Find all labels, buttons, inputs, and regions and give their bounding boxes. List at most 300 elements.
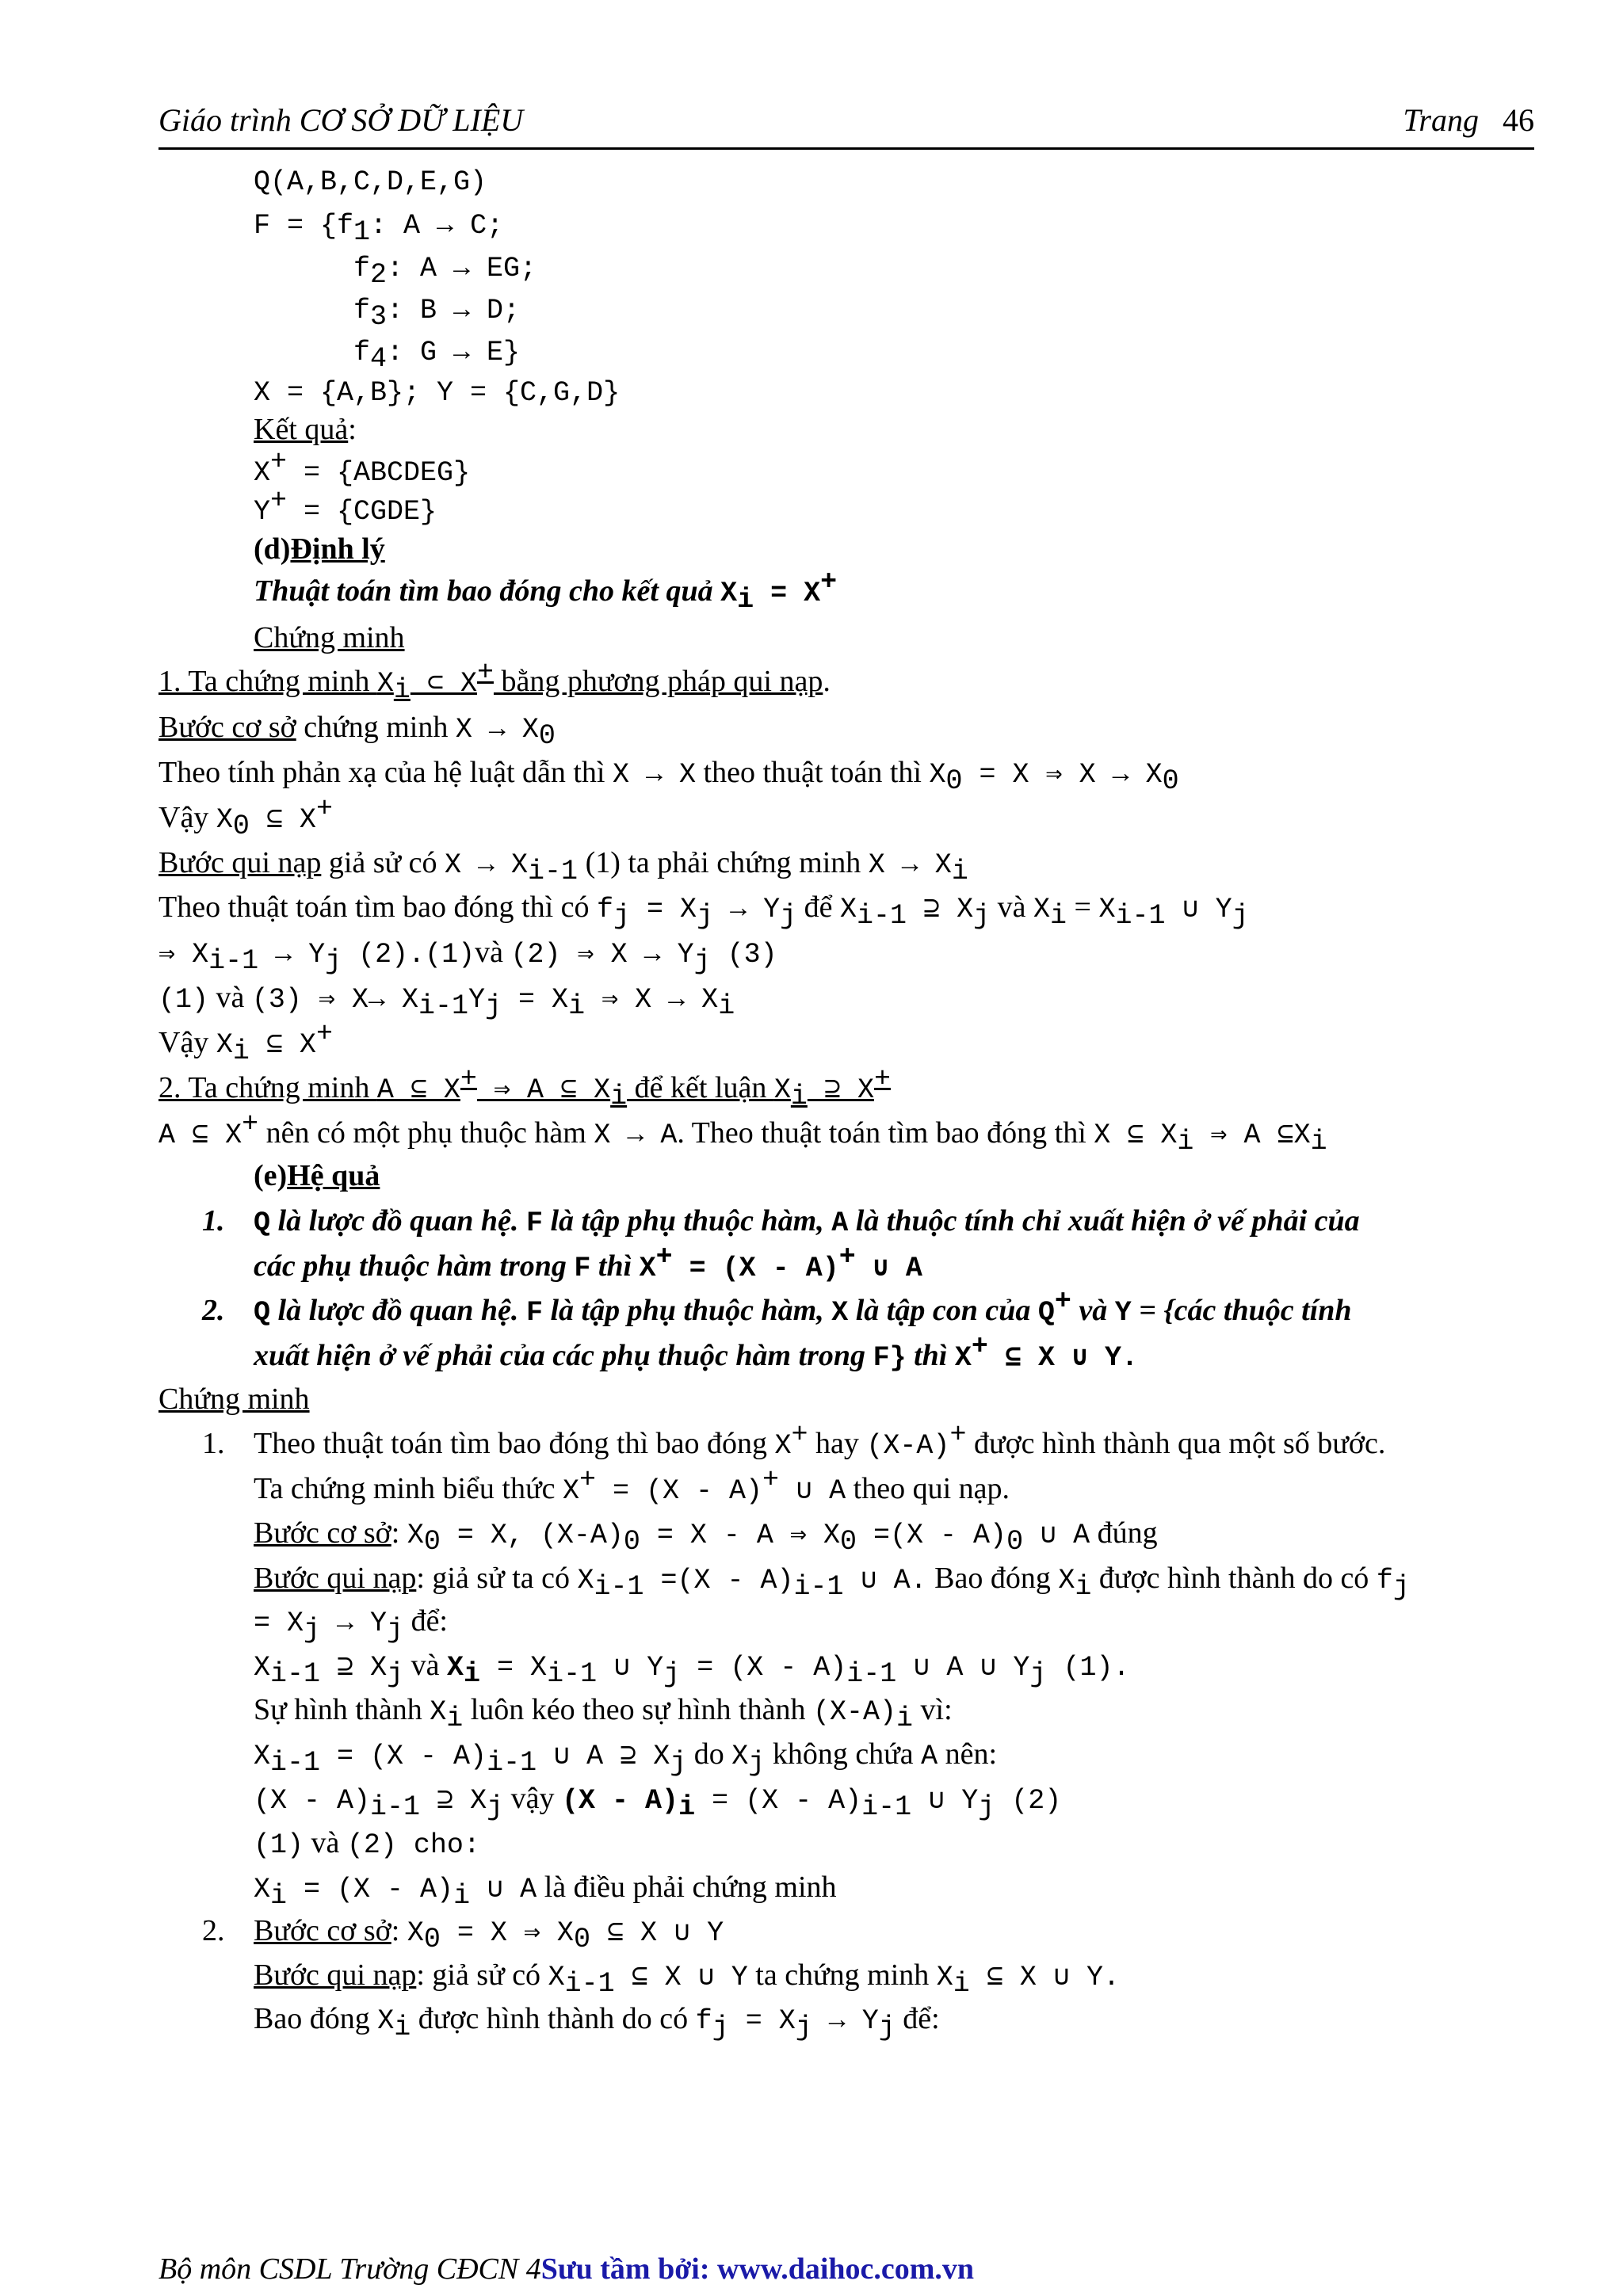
text-segment: Chứng minh	[254, 621, 405, 654]
text-segment: → Y	[320, 1608, 388, 1639]
text-segment: 0	[945, 765, 963, 797]
text-segment: i	[1177, 1126, 1194, 1158]
text-segment: X	[774, 1430, 792, 1462]
page-indicator	[1403, 101, 1534, 139]
text-segment: X	[430, 1696, 447, 1728]
text-segment: i	[610, 1081, 628, 1112]
text-segment: 0	[840, 1526, 857, 1558]
text-segment: Ta chứng minh biểu thức	[254, 1472, 563, 1505]
text-segment: X	[254, 1874, 271, 1905]
text-segment: và	[304, 1826, 347, 1859]
text-segment: ⊇ X	[420, 1785, 487, 1817]
text-segment: ∪ Y	[597, 1652, 664, 1684]
text-line	[202, 1425, 225, 1463]
text-segment: 0	[423, 1526, 441, 1558]
text-segment: X	[831, 1297, 849, 1329]
text-line	[254, 1735, 998, 1779]
text-segment: i	[953, 1968, 970, 2000]
text-segment: là lược đồ quan hệ.	[270, 1204, 526, 1238]
text-segment: f	[353, 295, 371, 326]
text-segment: j	[487, 1791, 504, 1823]
text-segment: 4	[370, 343, 388, 375]
text-segment: (1)	[254, 1829, 304, 1861]
text-segment: = {CGDE}	[287, 496, 437, 528]
text-segment: i-1	[528, 856, 579, 887]
text-line	[254, 1419, 1386, 1465]
text-segment: =	[1067, 891, 1099, 924]
text-line	[158, 753, 1179, 797]
text-segment: +	[873, 1063, 891, 1095]
text-segment: Q	[1037, 1297, 1055, 1329]
text-segment: A	[831, 1207, 849, 1239]
footer-department: Bộ môn CSDL Trường CĐCN 4	[158, 2252, 541, 2286]
text-segment: X ⊆ X	[1094, 1119, 1178, 1151]
text-segment: X	[773, 1074, 791, 1106]
text-segment: j	[712, 2012, 729, 2043]
text-segment: = {ABCDEG}	[287, 457, 471, 489]
text-segment: là tập phụ thuộc hàm,	[542, 1294, 832, 1327]
text-segment: X	[731, 1741, 749, 1772]
text-segment: +	[579, 1464, 596, 1496]
text-segment: = (X - A)	[320, 1741, 487, 1772]
text-segment: +	[820, 566, 838, 598]
text-segment: i	[394, 2012, 411, 2043]
text-segment: = X, (X-A)	[440, 1520, 624, 1551]
text-segment: i-1	[418, 990, 469, 1022]
text-segment: X → A	[594, 1119, 678, 1151]
text-segment: Thuật toán tìm bao đóng cho kết quả	[254, 574, 721, 608]
text-segment: j	[387, 1658, 404, 1690]
text-segment: ⊆ X ∪ Y	[614, 1962, 748, 1993]
text-segment: thì	[906, 1339, 955, 1372]
text-segment: f	[1376, 1565, 1393, 1596]
text-segment: (1)	[158, 984, 209, 1016]
text-segment: X	[720, 578, 738, 609]
text-segment: nên có một phụ thuộc hàm	[258, 1116, 594, 1150]
text-segment: i-1	[1115, 900, 1166, 932]
text-segment: +	[1054, 1286, 1071, 1318]
text-segment: = X ⇒ X → X	[962, 759, 1163, 791]
text-segment: j	[978, 1791, 995, 1823]
text-segment: do	[686, 1737, 732, 1771]
text-segment: Q	[254, 1297, 271, 1329]
text-segment: 0	[623, 1526, 640, 1558]
text-segment: Vậy	[158, 1026, 216, 1059]
text-segment: +	[315, 1018, 333, 1050]
text-segment: X	[216, 804, 233, 836]
text-line	[158, 844, 968, 887]
text-segment: (e)	[254, 1159, 288, 1192]
text-line	[158, 1380, 310, 1418]
text-segment: X	[1033, 894, 1051, 925]
text-line	[158, 657, 831, 706]
text-segment: (2)	[995, 1785, 1062, 1817]
page-footer	[158, 2252, 974, 2286]
text-segment: X	[577, 1565, 594, 1596]
text-segment: i-1	[547, 1658, 598, 1690]
text-segment: (X-A)	[866, 1430, 950, 1462]
text-segment: Theo thuật toán tìm bao đóng thì có	[158, 891, 598, 924]
text-segment: i-1	[564, 1968, 615, 2000]
text-segment: j	[1029, 1658, 1047, 1690]
text-segment: bằng phương pháp qui nạp	[493, 665, 823, 698]
document-title: Giáo trình CƠ SỞ DỮ LIỆU	[158, 102, 524, 138]
text-line	[254, 1559, 1410, 1603]
text-segment: xuất hiện ở vế phải của các phụ thuộc hàm trong	[254, 1339, 873, 1372]
text-segment: (1).	[1046, 1652, 1130, 1684]
text-segment: = X - A ⇒ X	[640, 1520, 841, 1551]
text-segment: và	[1071, 1294, 1115, 1327]
text-segment: thì	[590, 1249, 640, 1283]
text-segment: X	[447, 1652, 464, 1684]
text-segment: i	[896, 1703, 914, 1734]
text-segment: i	[790, 1081, 808, 1112]
text-line	[202, 1291, 225, 1329]
text-segment: : giả sử ta có	[416, 1562, 578, 1595]
text-segment: = X	[630, 894, 697, 925]
text-segment: +	[791, 1419, 808, 1451]
text-segment: i-1	[793, 1571, 844, 1603]
text-line	[353, 247, 537, 291]
text-line	[158, 933, 777, 977]
text-segment: ∪ A ⊇ X	[537, 1741, 670, 1772]
text-segment: Vậy	[158, 801, 216, 834]
text-segment: X → X	[613, 759, 697, 791]
text-segment: ⊆ X ∪ Y.	[969, 1962, 1120, 1993]
text-line	[158, 1108, 1327, 1158]
text-segment: +	[315, 793, 333, 825]
text-segment: Bước qui nạp	[254, 1562, 417, 1595]
text-segment: 1.	[202, 1427, 225, 1460]
text-segment: 2.	[202, 1914, 225, 1947]
text-segment: (X-A)	[812, 1696, 896, 1728]
text-segment: X	[254, 457, 271, 489]
text-segment: giả sử có	[321, 846, 445, 879]
text-segment: Chứng minh	[158, 1383, 310, 1416]
text-segment: Bước qui nạp	[254, 1958, 417, 1992]
text-line	[353, 289, 521, 333]
text-segment: i-1	[370, 1791, 421, 1823]
text-line	[353, 331, 521, 375]
text-segment: Hệ quả	[287, 1159, 380, 1192]
text-segment: 2.	[202, 1294, 225, 1327]
text-line	[158, 1018, 333, 1067]
text-segment: j	[325, 945, 342, 977]
footer-source: Sưu tầm bởi: www.daihoc.com.vn	[540, 2252, 975, 2286]
text-segment: i	[1310, 1126, 1327, 1158]
text-line	[202, 1202, 225, 1240]
text-segment: để:	[403, 1604, 448, 1638]
text-line	[254, 1202, 1360, 1242]
text-line	[158, 888, 1249, 932]
text-line	[254, 1824, 480, 1864]
text-segment: X = {A,B}; Y = {C,G,D}	[254, 377, 621, 409]
text-segment: = (X - A)	[695, 1785, 862, 1817]
text-segment: được hình thành do có	[1091, 1562, 1377, 1595]
text-line	[254, 1868, 837, 1912]
text-segment: ∪ A.	[843, 1565, 927, 1596]
text-segment: (1) ta phải chứng minh	[578, 846, 869, 879]
text-segment: chứng minh	[296, 711, 456, 744]
text-segment: Bao đóng	[254, 2002, 378, 2035]
text-segment: = {các thuộc tính	[1131, 1294, 1352, 1327]
text-line	[158, 1063, 891, 1112]
text-segment: :	[391, 1914, 407, 1947]
text-segment: = X	[728, 2005, 796, 2037]
text-segment: ∪ A	[779, 1475, 846, 1507]
text-segment: (3)	[710, 939, 777, 971]
text-segment: : B → D;	[387, 295, 521, 326]
text-segment: (X - A)	[254, 1785, 371, 1817]
text-segment: không chứa	[765, 1737, 922, 1771]
text-segment: Sự hình thành	[254, 1693, 430, 1726]
text-segment: Q(A,B,C,D,E,G)	[254, 166, 487, 198]
text-segment: vậy	[503, 1782, 563, 1815]
text-segment: hay	[808, 1427, 867, 1460]
text-segment: 1. Ta chứng minh	[158, 665, 377, 698]
text-segment: :	[348, 413, 357, 446]
text-segment: j	[1232, 900, 1249, 932]
text-segment: f	[597, 894, 614, 925]
text-segment: (2).(1)	[342, 939, 475, 971]
text-line	[254, 1514, 1158, 1558]
text-segment: → Y	[812, 2005, 879, 2037]
text-segment: +	[476, 657, 494, 688]
text-segment: i	[951, 856, 968, 887]
text-segment: là tập phụ thuộc hàm,	[542, 1204, 832, 1238]
text-segment: X	[1098, 894, 1116, 925]
text-segment: +	[838, 1241, 856, 1273]
text-line	[158, 708, 556, 752]
text-segment: X → X	[445, 849, 529, 881]
text-segment: j	[795, 2012, 812, 2043]
text-segment: : giả sử có	[416, 1958, 548, 1992]
text-segment: Bao đóng	[926, 1562, 1059, 1595]
text-segment: F	[525, 1207, 543, 1239]
text-segment: X → X	[455, 714, 539, 746]
text-line	[254, 372, 620, 412]
text-segment: ⊆ X ∪ Y.	[987, 1342, 1139, 1374]
text-segment: F	[574, 1253, 591, 1284]
text-segment: X	[839, 894, 857, 925]
text-segment: =(X - A)	[857, 1520, 1007, 1551]
text-line	[254, 161, 487, 201]
text-segment: và	[990, 891, 1033, 924]
text-segment: (3) ⇒ X→ X	[251, 984, 418, 1016]
text-line	[202, 1912, 225, 1950]
text-line	[254, 619, 405, 657]
text-segment: j	[973, 900, 991, 932]
text-segment: là điều phải chứng minh	[537, 1871, 837, 1904]
text-segment: +	[971, 1331, 988, 1363]
text-segment: A ⊆ X	[376, 1074, 460, 1106]
text-segment: X	[254, 1741, 271, 1772]
text-segment: ⇒ X → X	[585, 984, 719, 1016]
text-segment: +	[242, 1108, 259, 1140]
text-segment: = (X - A)	[672, 1253, 839, 1284]
text-segment: Theo thuật toán tìm bao đóng thì bao đóng	[254, 1427, 775, 1460]
text-segment: Y	[254, 496, 271, 528]
text-segment: A ⊆ X	[158, 1119, 242, 1151]
text-segment: =(X - A)	[643, 1565, 794, 1596]
text-segment: Bước cơ sở	[158, 711, 296, 744]
text-segment: = X	[502, 984, 569, 1016]
text-segment: i-1	[208, 945, 259, 977]
text-segment: .	[823, 665, 831, 698]
text-segment: i	[446, 1703, 464, 1734]
text-segment: j	[485, 990, 502, 1022]
text-segment: theo qui nạp.	[846, 1472, 1010, 1505]
text-segment: f	[695, 2005, 712, 2037]
text-segment: +	[655, 1241, 673, 1273]
text-segment: nên:	[938, 1737, 998, 1771]
text-segment: ⊂ X	[410, 668, 477, 700]
text-segment: i	[453, 1880, 471, 1912]
text-line	[254, 410, 357, 448]
text-segment: i	[568, 990, 586, 1022]
text-segment: X	[562, 1475, 579, 1507]
text-segment: đúng	[1090, 1516, 1158, 1550]
text-segment: X	[407, 1520, 424, 1551]
text-line	[254, 2000, 940, 2043]
text-segment: f	[353, 253, 371, 284]
text-segment: X	[1058, 1565, 1075, 1596]
text-segment: là tập con của	[848, 1294, 1038, 1327]
text-segment: X	[548, 1962, 565, 1993]
text-segment: j	[1392, 1571, 1410, 1603]
text-line	[254, 1691, 953, 1734]
text-segment: ∪ A ∪ Y	[896, 1652, 1030, 1684]
text-segment: j	[780, 900, 797, 932]
text-segment: 2	[370, 259, 388, 291]
text-segment: j	[663, 1658, 681, 1690]
page-number: 46	[1503, 102, 1534, 138]
text-segment: theo thuật toán thì	[696, 756, 930, 789]
page-label: Trang	[1403, 102, 1479, 138]
text-segment: ⇒ A ⊆X	[1193, 1119, 1311, 1151]
text-segment: Bước qui nạp	[158, 846, 322, 879]
text-segment: i-1	[270, 1658, 321, 1690]
text-segment: X	[407, 1917, 424, 1949]
text-segment: vì:	[913, 1693, 953, 1726]
text-segment: i	[270, 1880, 288, 1912]
text-segment: = X	[754, 578, 821, 609]
text-segment: 2. Ta chứng minh	[158, 1071, 377, 1104]
text-segment: (2) ⇒ X → Y	[510, 939, 694, 971]
text-segment: ∪ A	[1023, 1520, 1090, 1551]
text-segment: X	[376, 668, 394, 700]
text-segment: j	[304, 1614, 321, 1646]
text-segment: để	[796, 891, 840, 924]
text-segment: ⇒ X	[158, 939, 209, 971]
text-line	[254, 1157, 380, 1195]
text-segment: Định lý	[290, 532, 385, 566]
text-segment: F = {f	[254, 210, 354, 242]
text-segment: ∪ Y	[911, 1785, 979, 1817]
text-segment: 0	[1006, 1526, 1024, 1558]
text-segment: được hình thành qua một số bước.	[966, 1427, 1386, 1460]
text-segment: +	[949, 1419, 967, 1451]
text-segment: để:	[895, 2002, 940, 2035]
text-line	[158, 978, 735, 1022]
text-segment: i	[718, 990, 735, 1022]
text-segment: : A → C;	[370, 210, 504, 242]
text-segment: được hình thành do có	[411, 2002, 696, 2035]
text-line	[254, 1286, 1352, 1332]
text-segment: : A → EG;	[387, 253, 537, 284]
text-segment: ⇒ A ⊆ X	[476, 1074, 611, 1106]
text-segment: . Theo thuật toán tìm bao đóng thì	[677, 1116, 1094, 1150]
text-segment: = (X - A)	[680, 1652, 847, 1684]
text-segment: i	[393, 674, 411, 706]
text-segment: là lược đồ quan hệ.	[270, 1294, 526, 1327]
text-segment: = X ⇒ X	[440, 1917, 574, 1949]
text-segment: Q	[254, 1207, 271, 1239]
text-line	[254, 566, 838, 616]
text-segment: X	[936, 1962, 953, 1993]
text-segment: f	[353, 337, 371, 368]
text-segment: : G → E}	[387, 337, 521, 368]
text-segment: 3	[370, 301, 388, 333]
text-segment: Bước cơ sở	[254, 1516, 391, 1550]
text-segment: 1	[353, 216, 371, 248]
text-segment: luôn kéo theo sự hình thành	[463, 1693, 813, 1726]
text-segment: Bước cơ sở	[254, 1914, 391, 1947]
text-segment: ⊆ X ∪ Y	[590, 1917, 724, 1949]
text-segment: 0	[232, 810, 250, 842]
text-segment: (X - A)	[562, 1785, 679, 1817]
text-segment: = X	[254, 1608, 304, 1639]
text-segment: Kết quả	[254, 413, 349, 446]
text-line	[254, 1602, 448, 1646]
text-line	[254, 1646, 1130, 1690]
text-segment: ⊇ X	[807, 1074, 874, 1106]
text-segment: i-1	[861, 1791, 912, 1823]
text-line	[254, 1912, 724, 1955]
text-segment: F}	[873, 1342, 907, 1374]
text-segment: = (X - A)	[287, 1874, 454, 1905]
text-segment: X → X	[868, 849, 952, 881]
text-segment: i-1	[487, 1747, 537, 1779]
text-segment: j	[670, 1747, 687, 1779]
text-segment: j	[613, 900, 631, 932]
text-line	[254, 1464, 1010, 1510]
text-segment: Y	[1114, 1297, 1132, 1329]
text-segment: j	[387, 1614, 404, 1646]
text-segment: Theo tính phản xạ của hệ luật dẫn thì	[158, 756, 613, 789]
text-segment: và	[403, 1649, 448, 1682]
text-segment: :	[391, 1516, 407, 1550]
text-line	[254, 485, 437, 531]
text-segment: i-1	[594, 1571, 644, 1603]
page-header	[158, 101, 1534, 150]
text-segment: i	[1050, 900, 1067, 932]
text-line	[254, 1331, 1139, 1377]
text-segment: i-1	[270, 1747, 321, 1779]
text-segment: ∪ Y	[1165, 894, 1232, 925]
text-segment: → Y	[258, 939, 326, 971]
text-segment: j	[697, 900, 714, 932]
text-segment: = (X - A)	[595, 1475, 763, 1507]
text-segment: i	[232, 1035, 250, 1067]
text-segment: +	[460, 1063, 477, 1095]
text-segment: +	[762, 1464, 780, 1496]
text-segment: i	[678, 1791, 696, 1823]
text-segment: và	[208, 981, 252, 1014]
text-segment: = X	[480, 1652, 548, 1684]
text-line	[254, 1241, 922, 1287]
text-line	[254, 1956, 1120, 2000]
